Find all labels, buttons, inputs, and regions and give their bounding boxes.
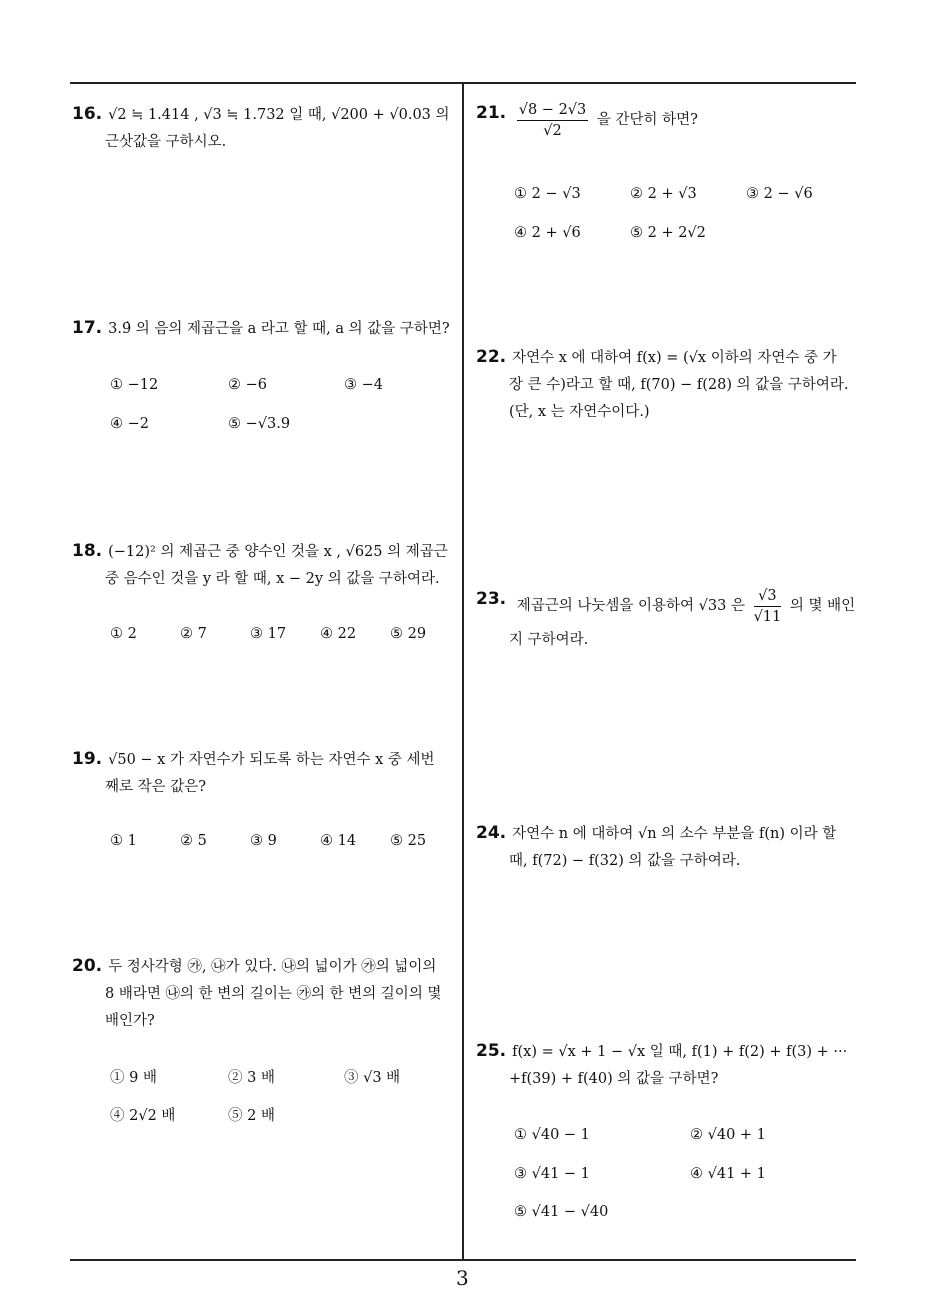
choice[interactable]: ③ 17 (250, 626, 287, 642)
question-16 (72, 101, 457, 156)
fraction-numerator: √8 − 2√3 (517, 100, 589, 121)
question-22 (476, 344, 861, 426)
question-number: 22. (476, 347, 507, 367)
question-text: 째로 작은 값은? (105, 779, 207, 795)
question-text: 근삿값을 구하시오. (105, 134, 227, 150)
question-number: 23. (476, 589, 507, 609)
choice[interactable]: ② −6 (228, 377, 267, 393)
choice[interactable]: ⑤ 2 + 2√2 (630, 225, 706, 241)
question-18 (72, 538, 457, 593)
question-number: 18. (72, 541, 103, 561)
question-number: 21. (476, 103, 507, 123)
choice[interactable]: ① 2 − √3 (514, 186, 581, 202)
choice[interactable]: ③ −4 (344, 377, 383, 393)
question-number: 17. (72, 318, 103, 338)
question-text: 8 배라면 ㉯의 한 변의 길이는 ㉮의 한 변의 길이의 몇 (105, 986, 442, 1002)
choice[interactable]: ③ 2 − √6 (746, 186, 813, 202)
fraction-denominator: √2 (543, 123, 562, 139)
choice[interactable]: ⑤ 2 배 (228, 1108, 275, 1124)
choice[interactable]: ① 9 배 (110, 1070, 157, 1086)
question-text: 의 몇 배인 (789, 598, 856, 614)
fraction (754, 586, 782, 627)
question-number: 20. (72, 956, 103, 976)
page-number: 3 (456, 1266, 469, 1290)
bottom-rule (70, 1259, 856, 1261)
choice[interactable]: ① 2 (110, 626, 137, 642)
fraction-denominator: √11 (753, 609, 782, 625)
fraction (517, 100, 589, 141)
question-text: +f(39) + f(40) 의 값을 구하면? (509, 1071, 719, 1087)
choice[interactable]: ⑤ 29 (390, 626, 427, 642)
choice[interactable]: ⑤ −√3.9 (228, 416, 291, 432)
question-text: 자연수 n 에 대하여 √n 의 소수 부분을 f(n) 이라 할 (512, 826, 837, 842)
choice[interactable]: ③ 9 (250, 833, 277, 849)
choice[interactable]: ② 7 (180, 626, 207, 642)
choice[interactable]: ④ √41 + 1 (690, 1166, 766, 1182)
choice[interactable]: ② √40 + 1 (690, 1127, 766, 1143)
question-text: (단, x 는 자연수이다.) (509, 404, 650, 420)
question-text: 배인가? (105, 1013, 155, 1029)
column-divider (462, 82, 464, 1260)
question-number: 25. (476, 1041, 507, 1061)
question-23 (476, 586, 861, 654)
question-17 (72, 315, 457, 343)
question-number: 19. (72, 749, 103, 769)
question-text: √50 − x 가 자연수가 되도록 하는 자연수 x 중 세번 (108, 752, 435, 768)
question-19 (72, 746, 457, 801)
choice[interactable]: ④ 14 (320, 833, 357, 849)
question-number: 16. (72, 104, 103, 124)
fraction-numerator: √3 (754, 586, 782, 607)
choice[interactable]: ② 2 + √3 (630, 186, 697, 202)
question-24 (476, 820, 861, 875)
choice[interactable]: ④ −2 (110, 416, 149, 432)
question-text: 3.9̇ 의 음의 제곱근을 a 라고 할 때, a 의 값을 구하면? (108, 321, 450, 337)
choice[interactable]: ① −12 (110, 377, 159, 393)
question-text: 자연수 x 에 대하여 f(x) = (√x 이하의 자연수 중 가 (512, 350, 837, 366)
choice[interactable]: ② 3 배 (228, 1070, 275, 1086)
question-number: 24. (476, 823, 507, 843)
question-21 (476, 100, 861, 141)
choice[interactable]: ① 1 (110, 833, 137, 849)
choice[interactable]: ④ 22 (320, 626, 357, 642)
choice[interactable]: ④ 2 + √6 (514, 225, 581, 241)
question-text: 을 간단히 하면? (596, 112, 698, 128)
choice[interactable]: ① √40 − 1 (514, 1127, 590, 1143)
choice[interactable]: ③ √41 − 1 (514, 1166, 590, 1182)
question-25 (476, 1038, 861, 1093)
choice[interactable]: ③ √3 배 (344, 1070, 401, 1086)
question-text: 중 음수인 것을 y 라 할 때, x − 2y 의 값을 구하여라. (105, 571, 440, 587)
question-text: f(x) = √x + 1 − √x 일 때, f(1) + f(2) + f(3) + ··· (512, 1044, 848, 1060)
question-text: 제곱근의 나눗셈을 이용하여 √33 은 (516, 598, 745, 614)
choice[interactable]: ⑤ √41 − √40 (514, 1204, 609, 1220)
question-text: 두 정사각형 ㉮, ㉯가 있다. ㉯의 넓이가 ㉮의 넓이의 (108, 959, 437, 975)
question-20 (72, 953, 457, 1035)
choice[interactable]: ② 5 (180, 833, 207, 849)
question-text: 장 큰 수)라고 할 때, f(70) − f(28) 의 값을 구하여라. (509, 377, 849, 393)
question-text: 때, f(72) − f(32) 의 값을 구하여라. (509, 853, 741, 869)
question-text: 지 구하여라. (509, 632, 589, 648)
question-text: (−12)² 의 제곱근 중 양수인 것을 x , √625 의 제곱근 (108, 544, 448, 560)
choice[interactable]: ④ 2√2 배 (110, 1108, 176, 1124)
choice[interactable]: ⑤ 25 (390, 833, 427, 849)
question-text: √2 ≒ 1.414 , √3 ≒ 1.732 일 때, √200 + √0.03 의 (108, 107, 450, 123)
